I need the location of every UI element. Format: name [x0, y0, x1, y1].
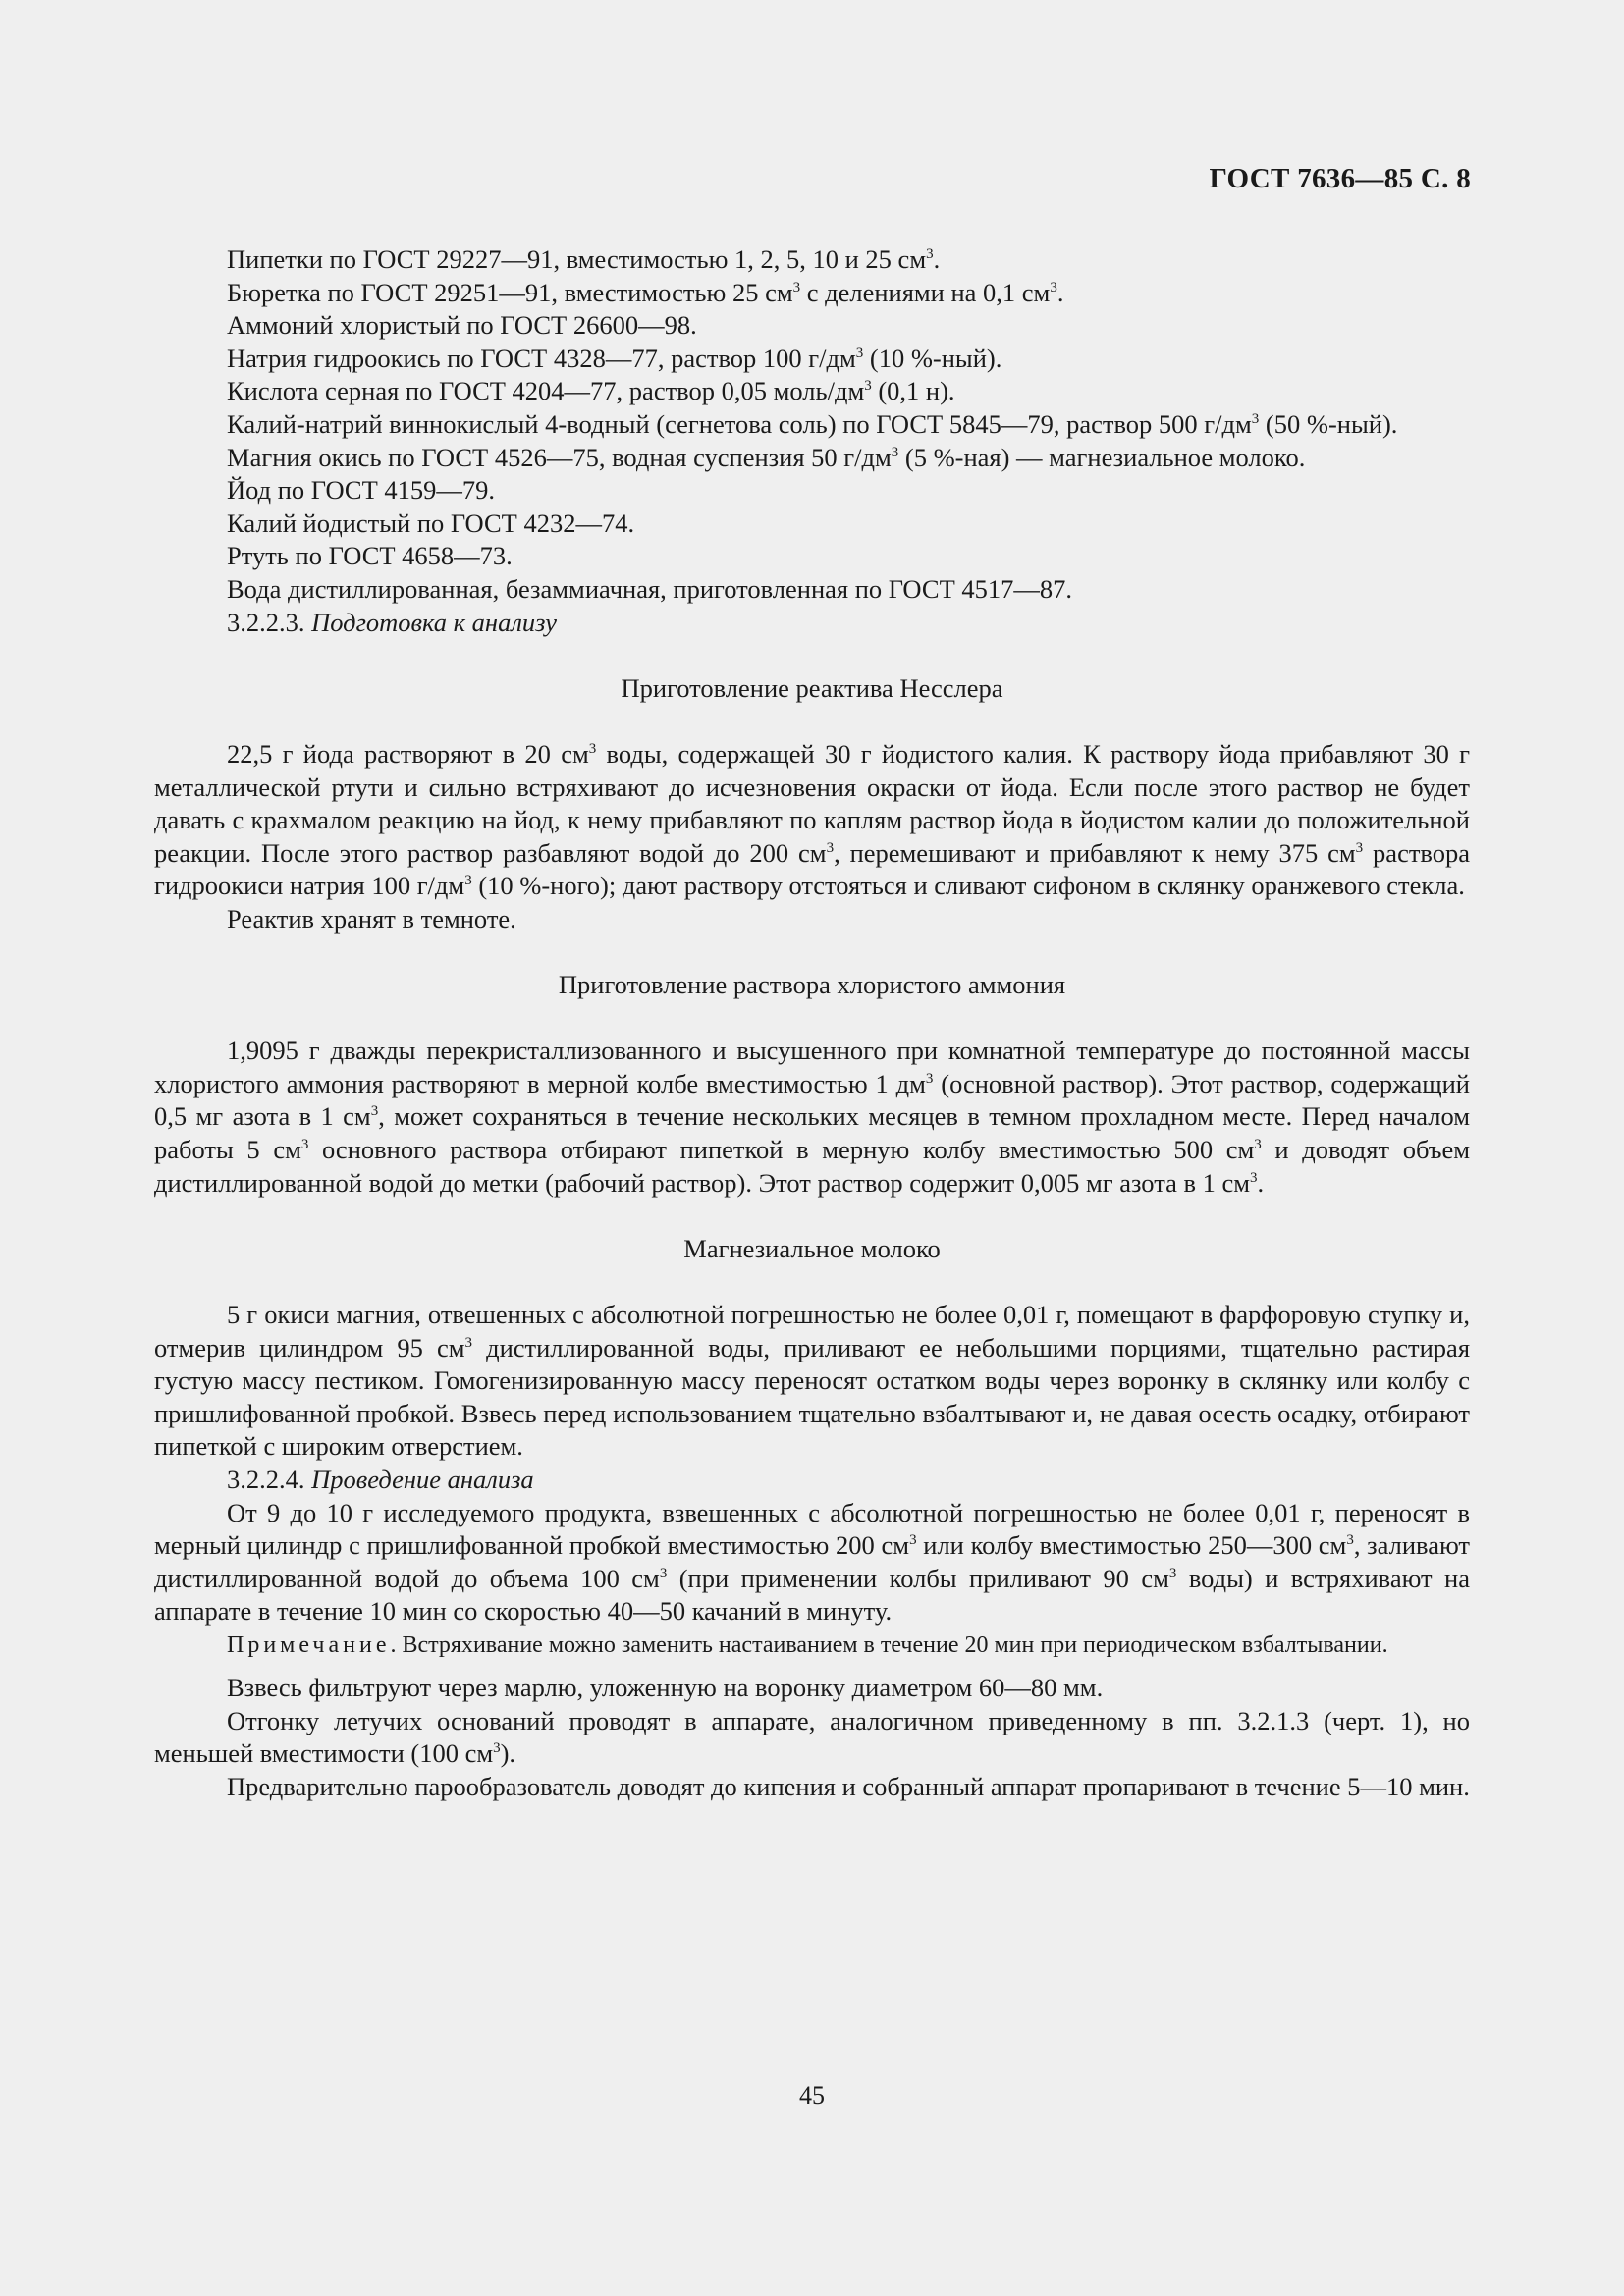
paragraph-magnesium-oxide: [154, 442, 1470, 475]
superscript: 3: [891, 444, 899, 460]
superscript: 3: [925, 1070, 934, 1087]
superscript: 3: [1355, 839, 1364, 856]
text-run: (при применении колбы приливают 90 см: [667, 1563, 1169, 1593]
paragraph-ammonium-prep: [154, 1035, 1470, 1200]
superscript: 3: [1168, 1565, 1177, 1581]
text-run: дистиллированной воды, приливают ее небольшими порциями, тщательно растирая густую массу пестиком. Гомогенизированную массу переносят остатком воды через воронку в склянку или колбу с пришлифованной пробкой. Взвесь перед использованием тщательно взбалтывают и, не давая осесть осадку, отбирают пипеткой с широким отверстием.: [154, 1332, 1471, 1462]
superscript: 3: [588, 740, 597, 757]
paragraph-nessler-prep: [154, 738, 1470, 903]
spacer: [154, 705, 1470, 738]
spacer: [154, 935, 1470, 969]
superscript: 3: [370, 1103, 379, 1120]
superscript: 3: [792, 279, 801, 295]
text-run: (5 %-ная) — магнезиальное молоко.: [898, 442, 1306, 472]
text-run: , перемешивают и прибавляют к нему 375 см: [834, 837, 1356, 868]
text-run: 5 г окиси магния, отвешенных с абсолютной погрешностью не более 0,01 г, помещают в фарфоровую ступку и, отмерив цилиндром 95 см: [154, 1300, 1470, 1362]
text-run: Отгонку летучих оснований проводят в аппарате, аналогичном приведенному в пп. 3.2.1.3 (черт. 1), но меньшей вместимости (100 см: [154, 1705, 1470, 1769]
section-number: 3.2.2.4.: [227, 1464, 312, 1494]
superscript: 3: [464, 873, 472, 889]
text-run: Бюретка по ГОСТ 29251—91, вместимостью 25 см: [227, 277, 793, 307]
superscript: 3: [1254, 1137, 1262, 1153]
text-run: (основной раствор). Этот раствор, содержащий 0,5 мг азота в 1 см: [154, 1068, 1470, 1132]
text-run: , может сохраняться в течение нескольких месяцев в темном прохладном месте. Перед началом работы 5 см: [154, 1101, 1470, 1165]
section-title: Подготовка к анализу: [311, 607, 558, 637]
page-number: 45: [799, 2081, 825, 2109]
superscript: 3: [493, 1740, 501, 1757]
text-run: (0,1 н).: [871, 376, 955, 406]
note-text: . Встряхивание можно заменить настаиванием в течение 20 мин при периодическом взбалтывании.: [390, 1631, 1388, 1658]
superscript: 3: [926, 246, 934, 262]
note: [154, 1630, 1470, 1660]
paragraph-ammonium: Аммоний хлористый по ГОСТ 26600—98.: [227, 310, 697, 341]
superscript: 3: [864, 378, 872, 395]
text-run: (10 %-ного); дают раствору отстояться и сливают сифоном в склянку оранжевого стекла.: [471, 871, 1465, 901]
superscript: 3: [659, 1565, 668, 1581]
paragraph-potassium-iodide: Калий йодистый по ГОСТ 4232—74.: [227, 507, 635, 538]
paragraph-iodine: Йод по ГОСТ 4159—79.: [227, 475, 496, 506]
superscript: 3: [1250, 1169, 1258, 1186]
section-title: Проведение анализа: [311, 1464, 534, 1494]
text-run: , заливают дистиллированной водой до объема 100 см: [154, 1530, 1470, 1593]
spacer: [154, 639, 1470, 672]
section-3-2-2-3: [154, 607, 1470, 640]
superscript: 3: [464, 1334, 473, 1351]
paragraph-analysis: [154, 1497, 1470, 1629]
superscript: 3: [855, 345, 864, 361]
spacer: [154, 1200, 1470, 1233]
spacer: [154, 1002, 1470, 1036]
text-run: 1,9095 г дважды перекристаллизованного и высушенного при комнатной температуре до постоянной массы хлористого аммония растворяют в мерной колбе вместимостью 1 дм: [154, 1036, 1470, 1098]
paragraph-sulfuric-acid: [154, 375, 1470, 408]
running-head: ГОСТ 7636—85 С. 8: [1209, 163, 1471, 194]
paragraph-burette: [154, 277, 1470, 310]
superscript: 3: [1050, 279, 1057, 295]
heading-magnesia-milk: Магнезиальное молоко: [683, 1233, 941, 1263]
text-run: 22,5 г йода растворяют в 20 см: [227, 738, 589, 769]
paragraph-steaming: Предварительно парообразователь доводят до кипения и собранный аппарат пропаривают в течение 5—10 мин.: [227, 1771, 1470, 1801]
superscript: 3: [909, 1532, 917, 1549]
paragraph-filtering: Взвесь фильтруют через марлю, уложенную на воронку диаметром 60—80 мм.: [227, 1672, 1104, 1702]
text-run: .: [1257, 1167, 1265, 1198]
paragraph-distillation: [154, 1705, 1470, 1771]
paragraph-magnesia-prep: [154, 1299, 1470, 1464]
text-run: воды) и встряхивают на аппарате в течение 10 мин со скоростью 40—50 качаний в минуту.: [154, 1563, 1470, 1627]
text-run: Калий-натрий виннокислый 4-водный (сегнетова соль) по ГОСТ 5845—79, раствор 500 г/дм: [227, 408, 1252, 439]
text-run: .: [933, 244, 941, 274]
paragraph-sodium-hydroxide: [154, 343, 1470, 376]
text-run: Натрия гидроокись по ГОСТ 4328—77, раствор 100 г/дм: [227, 343, 856, 373]
text-run: или колбу вместимостью 250—300 см: [916, 1530, 1347, 1561]
section-number: 3.2.2.3.: [227, 607, 312, 637]
heading-ammonium-chloride: Приготовление раствора хлористого аммония: [558, 970, 1066, 1000]
text-run: воды, содержащей 30 г йодистого калия. К раствору йода прибавляют 30 г металлической ртути и сильно встряхивают до исчезновения окраски от йода. Если после этого раствор не будет давать с крахмалом реакцию на йод, к нему прибавляют по каплям раствор йода в йодистом калии до положительной реакции. После этого раствор разбавляют водой до 200 см: [154, 738, 1471, 868]
superscript: 3: [826, 839, 835, 856]
text-run: Пипетки по ГОСТ 29227—91, вместимостью 1, 2, 5, 10 и 25 см: [227, 244, 927, 274]
paragraph-reagent-storage: Реактив хранят в темноте.: [227, 903, 516, 934]
paragraph-pipettes: [154, 243, 1470, 277]
text-run: раствора гидроокиси натрия 100 г/дм: [154, 837, 1471, 901]
text-run: Кислота серная по ГОСТ 4204—77, раствор 0,05 моль/дм: [227, 376, 865, 406]
paragraph-rochelle-salt: [154, 408, 1470, 442]
superscript: 3: [1346, 1532, 1354, 1549]
paragraph-mercury: Ртуть по ГОСТ 4658—73.: [227, 541, 513, 571]
paragraph-water: Вода дистиллированная, безаммиачная, приготовленная по ГОСТ 4517—87.: [227, 573, 1073, 604]
spacer: [154, 1265, 1470, 1299]
heading-nessler: Приготовление реактива Несслера: [621, 672, 1003, 703]
text-run: От 9 до 10 г исследуемого продукта, взвешенных с абсолютной погрешностью не более 0,01 г, переносят в мерный цилиндр с пришлифованной пробкой вместимостью 200 см: [154, 1497, 1470, 1561]
text-run: (50 %-ный).: [1259, 408, 1398, 439]
text-run: (10 %-ный).: [863, 343, 1002, 373]
text-run: .: [1056, 277, 1064, 307]
text-run: и доводят объем дистиллированной водой до метки (рабочий раствор). Этот раствор содержит 0,005 мг азота в 1 см: [154, 1135, 1470, 1198]
note-label: Примечание: [227, 1631, 391, 1658]
text-run: ).: [500, 1738, 516, 1769]
text-run: основного раствора отбирают пипеткой в мерную колбу вместимостью 500 см: [308, 1135, 1255, 1165]
superscript: 3: [300, 1137, 309, 1153]
document-body: [154, 243, 1470, 1803]
text-run: с делениями на 0,1 см: [800, 277, 1051, 307]
superscript: 3: [1251, 410, 1260, 427]
section-3-2-2-4: [154, 1464, 1470, 1497]
text-run: Магния окись по ГОСТ 4526—75, водная суспензия 50 г/дм: [227, 442, 892, 472]
